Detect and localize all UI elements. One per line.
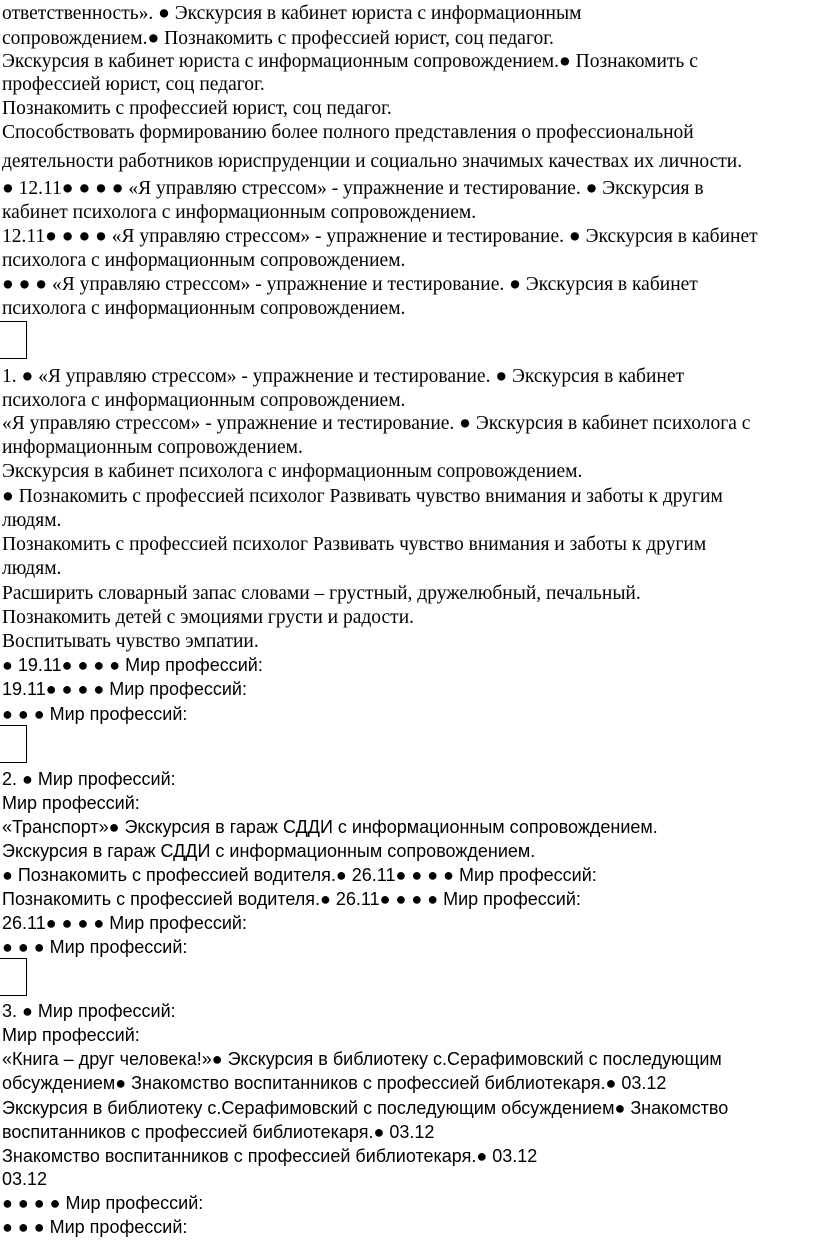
text-line: ● ● ● Мир профессий:: [2, 1217, 188, 1237]
text-line: Экскурсия в кабинет юриста с информационным сопровождением.● Познакомить с: [2, 51, 698, 72]
text-line: Познакомить с профессией юрист, соц педагог.: [2, 98, 392, 119]
text-line: Экскурсия в гараж СДДИ с информационным сопровождением.: [2, 841, 536, 861]
text-line: Познакомить детей с эмоциями грусти и радости.: [2, 607, 415, 628]
text-line: Знакомство воспитанников с профессией библиотекаря.● 03.12: [2, 1146, 538, 1166]
text-line: профессией юрист, соц педагог.: [2, 74, 265, 95]
text-line: ● Познакомить с профессией психолог Развивать чувство внимания и заботы к другим: [2, 486, 723, 507]
text-line: ● 12.11● ● ● ● «Я управляю стрессом» - упражнение и тестирование. ● Экскурсия в: [2, 178, 704, 199]
text-line: сопровождением.● Познакомить с профессией юрист, соц педагог.: [2, 28, 554, 49]
text-line: Воспитывать чувство эмпатии.: [2, 631, 259, 652]
text-line: обсуждением● Знакомство воспитанников с профессией библиотекаря.● 03.12: [2, 1073, 667, 1093]
text-line: ● ● ● Мир профессий:: [2, 704, 188, 724]
text-line: ответственность». ● Экскурсия в кабинет юриста с информационным: [2, 3, 582, 24]
text-line: Способствовать формированию более полного представления о профессиональной: [2, 122, 694, 143]
text-line: Познакомить с профессией водителя.● 26.11● ● ● ● Мир профессий:: [2, 889, 581, 909]
list-item-3: 3. ● Мир профессий:: [2, 1001, 176, 1021]
text-line: «Транспорт»● Экскурсия в гараж СДДИ с информационным сопровождением.: [2, 817, 658, 837]
text-line: ● 19.11● ● ● ● Мир профессий:: [2, 655, 263, 675]
text-line: Экскурсия в библиотеку с.Серафимовский с последующим обсуждением● Знакомство: [2, 1098, 729, 1118]
text-line: кабинет психолога с информационным сопровождением.: [2, 202, 477, 223]
list-item-2: 2. ● Мир профессий:: [2, 769, 176, 789]
text-line: ● Познакомить с профессией водителя.● 26.11● ● ● ● Мир профессий:: [2, 865, 597, 885]
text-line: 12.11● ● ● ● «Я управляю стрессом» - упражнение и тестирование. ● Экскурсия в кабинет: [2, 226, 758, 247]
empty-cell-box: [0, 321, 27, 359]
text-line: людям.: [2, 558, 62, 579]
text-line: людям.: [2, 510, 62, 531]
text-line: 19.11● ● ● ● Мир профессий:: [2, 679, 247, 699]
empty-cell-box: [0, 725, 27, 763]
text-line: ● ● ● Мир профессий:: [2, 937, 188, 957]
text-line: психолога с информационным сопровождением.: [2, 390, 406, 411]
text-line: деятельности работников юриспруденции и социально значимых качествах их личности.: [2, 151, 743, 172]
text-line: Мир профессий:: [2, 1025, 140, 1045]
empty-cell-box: [0, 958, 27, 996]
text-line: психолога с информационным сопровождением.: [2, 250, 406, 271]
text-line: 26.11● ● ● ● Мир профессий:: [2, 913, 247, 933]
text-line: информационным сопровождением.: [2, 437, 303, 458]
list-item-1: 1. ● «Я управляю стрессом» - упражнение и тестирование. ● Экскурсия в кабинет: [2, 366, 685, 387]
text-line: Мир профессий:: [2, 793, 140, 813]
text-line: Экскурсия в кабинет психолога с информационным сопровождением.: [2, 461, 583, 482]
text-line: «Книга – друг человека!»● Экскурсия в библиотеку с.Серафимовский с последующим: [2, 1049, 722, 1069]
text-line: ● ● ● «Я управляю стрессом» - упражнение и тестирование. ● Экскурсия в кабинет: [2, 274, 698, 295]
text-line: ● ● ● ● Мир профессий:: [2, 1193, 204, 1213]
text-line: Познакомить с профессией психолог Развивать чувство внимания и заботы к другим: [2, 534, 707, 555]
text-line: воспитанников с профессией библиотекаря.● 03.12: [2, 1122, 435, 1142]
text-line: «Я управляю стрессом» - упражнение и тестирование. ● Экскурсия в кабинет психолога с: [2, 413, 751, 434]
text-line: 03.12: [2, 1169, 48, 1189]
text-line: психолога с информационным сопровождением.: [2, 298, 406, 319]
text-line: Расширить словарный запас словами – грустный, дружелюбный, печальный.: [2, 583, 641, 604]
